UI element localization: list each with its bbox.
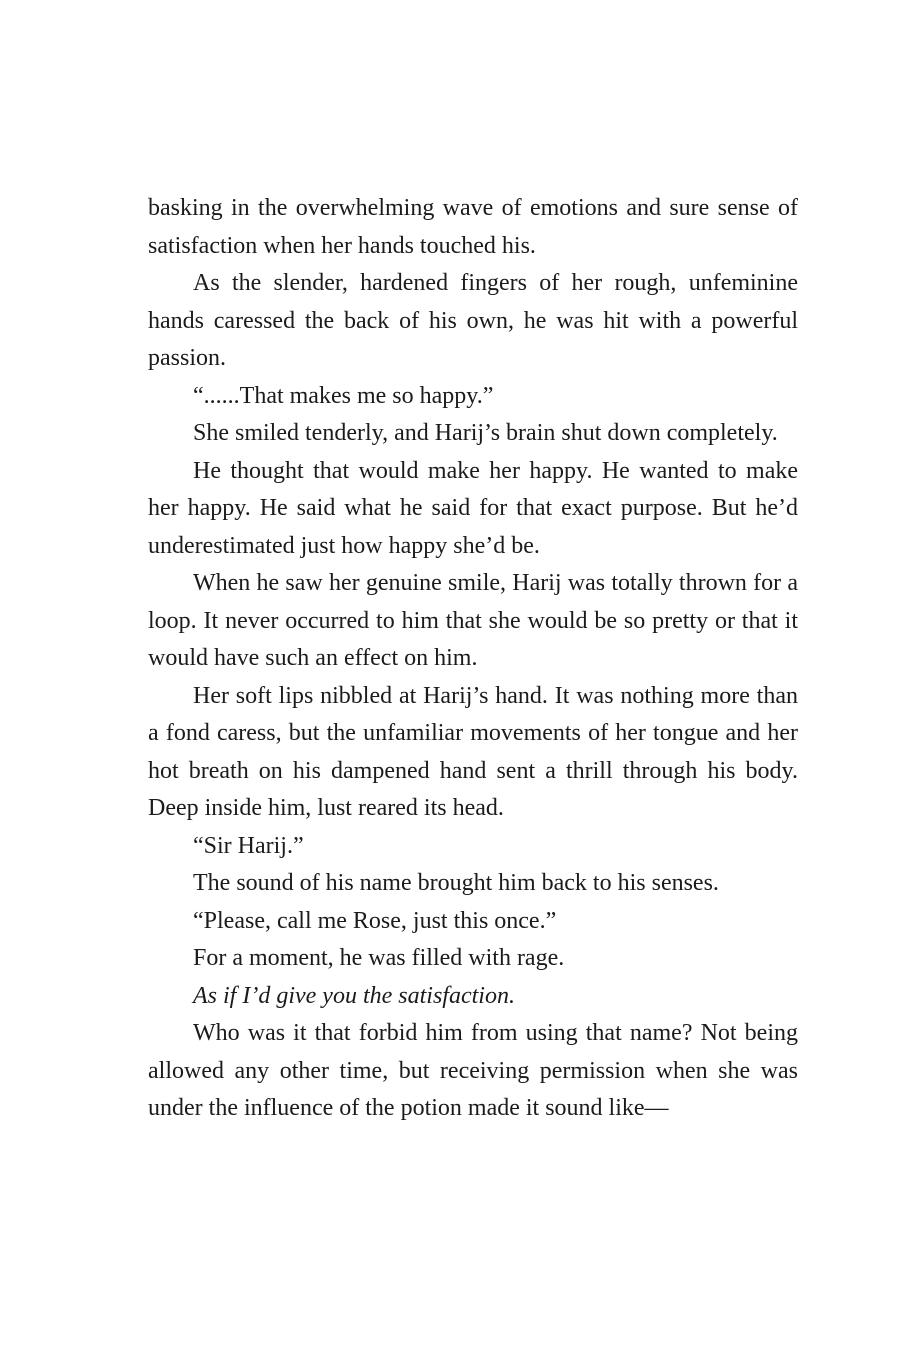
paragraph-7: Her soft lips nibbled at Harij’s hand. It was nothing more than a fond caress, but the unfamiliar movements of her tongue and her hot breath on his dampened hand sent a thrill through his body. Deep inside him, lust reared its head. (148, 682, 798, 821)
paragraph-2: As the slender, hardened fingers of her rough, unfeminine hands caressed the back of his own, he was hit with a powerful passion. (148, 270, 798, 371)
paragraph-12-italic-thought: As if I’d give you the satisfaction. (193, 982, 515, 1009)
paragraph-10: “Please, call me Rose, just this once.” (193, 907, 557, 934)
book-page (148, 190, 798, 1128)
paragraph-1: basking in the overwhelming wave of emotions and sure sense of satisfaction when her hands touched his. (148, 195, 798, 259)
paragraph-11: For a moment, he was filled with rage. (193, 945, 565, 971)
paragraph-9: The sound of his name brought him back to his senses. (193, 870, 719, 896)
paragraph-6: When he saw her genuine smile, Harij was totally thrown for a loop. It never occurred to him that she would be so pretty or that it would have such an effect on him. (148, 570, 798, 671)
paragraph-5: He thought that would make her happy. He wanted to make her happy. He said what he said for that exact purpose. But he’d underestimated just how happy she’d be. (148, 457, 798, 559)
paragraph-13: Who was it that forbid him from using that name? Not being allowed any other time, but receiving permission when she was under the influence of the potion made it sound like— (148, 1020, 798, 1121)
paragraph-4: She smiled tenderly, and Harij’s brain shut down completely. (193, 420, 778, 446)
paragraph-3: “......That makes me so happy.” (193, 382, 494, 409)
paragraph-8: “Sir Harij.” (193, 832, 304, 859)
